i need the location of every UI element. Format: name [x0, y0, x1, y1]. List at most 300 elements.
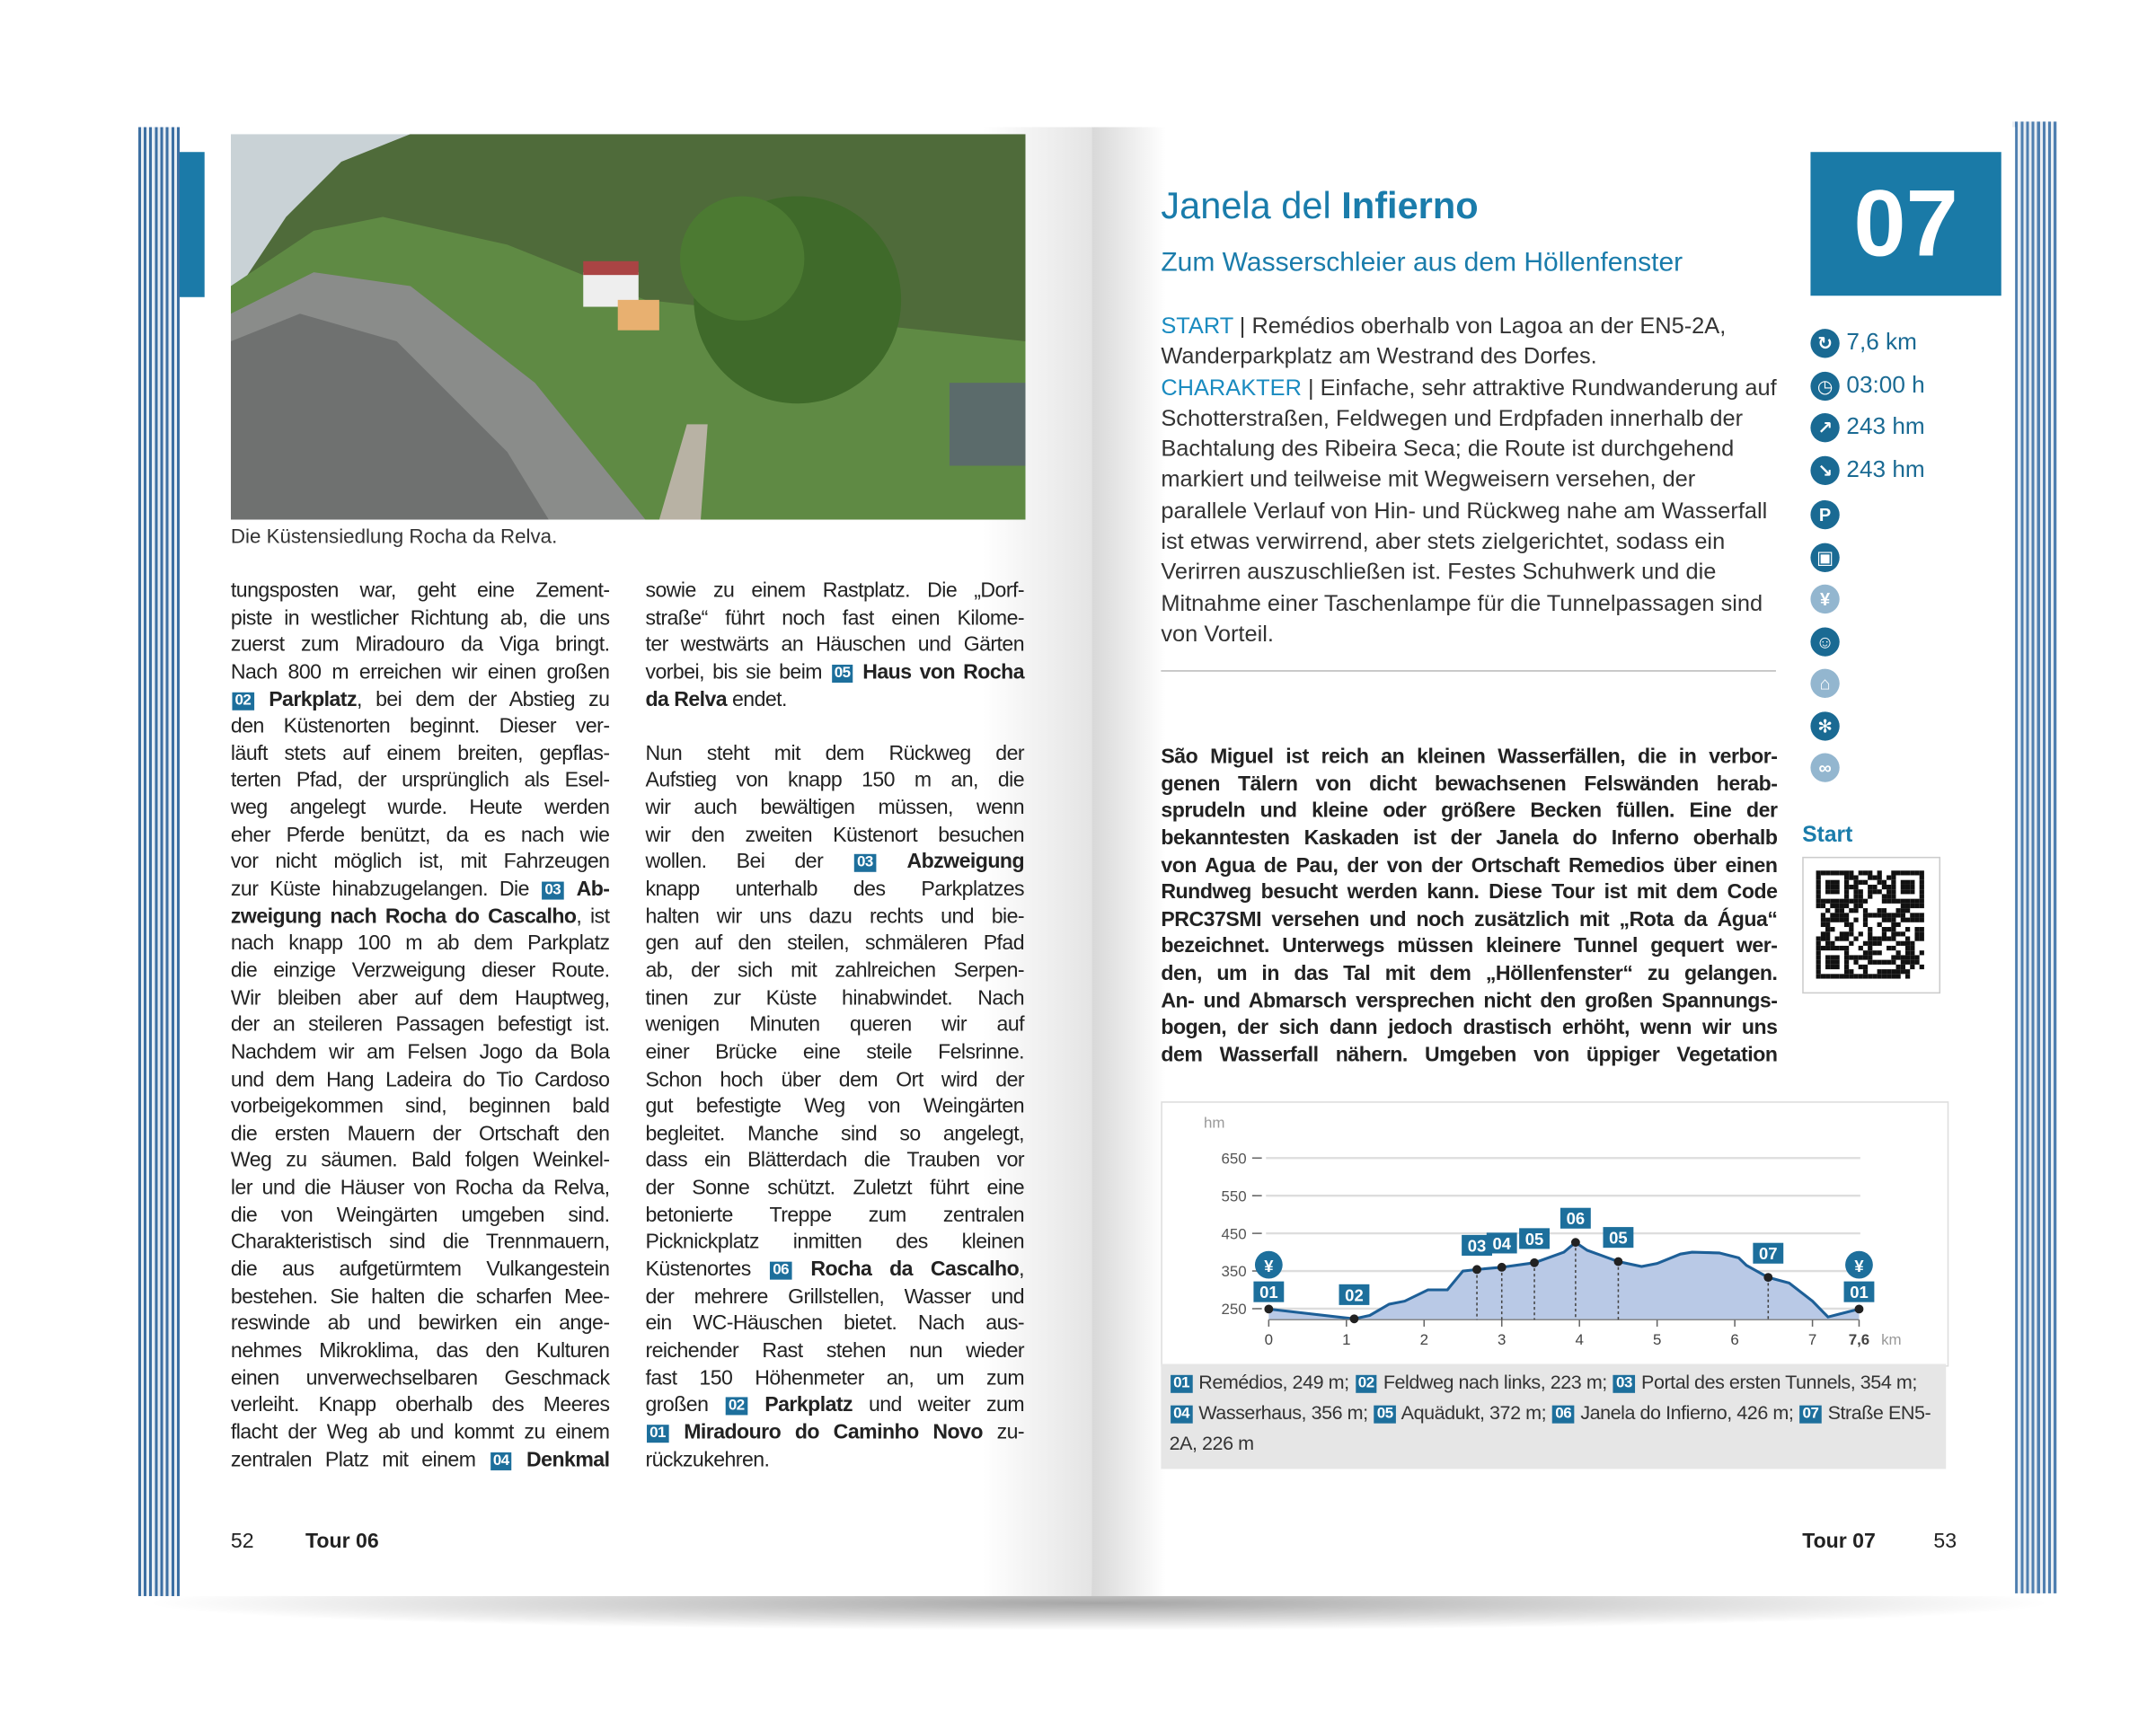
ascent-icon: ↗ [1810, 413, 1839, 442]
qr-module [1891, 870, 1895, 875]
qr-module [1863, 908, 1868, 913]
waypoint-name: Ab- [576, 878, 610, 902]
qr-module [1849, 922, 1853, 927]
qr-module [1896, 908, 1901, 913]
text-line: Nachdem wir am Felsen Jogo da Bola [230, 1040, 610, 1064]
qr-module [1853, 889, 1858, 894]
qr-module [1878, 889, 1882, 894]
x-tick-label: 6 [1730, 1330, 1739, 1348]
qr-module [1816, 875, 1821, 879]
waypoint-badge: 07 [1799, 1406, 1821, 1424]
info-separator: | [1233, 313, 1252, 339]
legend-item: 01 Remédios, 249 m; [1170, 1371, 1355, 1393]
qr-module [1830, 941, 1834, 946]
restaurant-glyph: ¥ [1264, 1256, 1274, 1275]
intro-line: bogen, der sich dann jedoch drastisch erhöht, wenn wir uns [1161, 1016, 1778, 1040]
qr-module [1896, 941, 1901, 946]
qr-module [1844, 885, 1849, 889]
qr-module [1901, 941, 1905, 946]
qr-module [1914, 936, 1919, 940]
qr-module [1905, 927, 1910, 931]
qr-module [1920, 927, 1924, 931]
qr-module [1878, 875, 1882, 879]
text-line: tungsposten war, geht eine Zement- [230, 578, 610, 603]
waypoint-badge: 03 [854, 854, 876, 872]
qr-module [1905, 950, 1910, 955]
qr-module [1863, 913, 1868, 917]
qr-module [1878, 974, 1882, 978]
text-line: tinen zur Küste hinabwindet. Nach [645, 985, 1025, 1010]
x-tick-label: 5 [1652, 1330, 1662, 1348]
stat-3 [1810, 454, 1924, 484]
qr-module [1910, 941, 1914, 946]
qr-module [1853, 904, 1858, 908]
qr-module [1816, 904, 1821, 908]
qr-module [1849, 941, 1853, 946]
qr-module [1853, 899, 1858, 904]
qr-module [1901, 918, 1905, 922]
qr-module [1891, 918, 1895, 922]
qr-module [1920, 899, 1924, 904]
text-line: halten wir uns dazu rechts und bie- [645, 905, 1025, 929]
right-page-edges [2012, 121, 2056, 1593]
waypoint-label: 03 [1467, 1236, 1487, 1256]
x-tick-label: 7 [1807, 1330, 1817, 1348]
stat-value: 7,6 km [1846, 329, 1917, 356]
info-start-text: Remédios oberhalb von Lagoa an der EN5-2A, Wanderparkplatz am Westrand des Dorfes. [1161, 313, 1727, 370]
waypoint-name: zweigung nach Rocha do Cascalho [230, 905, 577, 929]
qr-module [1863, 969, 1868, 974]
qr-module [1863, 918, 1868, 922]
qr-module [1891, 913, 1895, 917]
info-character-label: CHARAKTER [1161, 375, 1302, 401]
qr-module [1830, 899, 1834, 904]
qr-module [1830, 889, 1834, 894]
restaurant-icon: ¥ [1810, 585, 1839, 613]
qr-module [1901, 899, 1905, 904]
elevation-profile-chart [1161, 1101, 1948, 1366]
qr-module [1840, 899, 1844, 904]
text-line: nehmes Mikroklima, das den Kulturen [230, 1338, 610, 1363]
text-line: ter westwärts an Häuschen und Gärten [645, 633, 1025, 657]
text-line: nach knapp 100 m ab dem Parkplatz [230, 931, 610, 956]
qr-module [1816, 974, 1821, 978]
qr-module [1920, 885, 1924, 889]
text-line: läuft stets auf einem breiten, gepflas- [230, 741, 610, 766]
qr-module [1844, 870, 1849, 875]
qr-module [1825, 965, 1830, 969]
qr-module [1920, 936, 1924, 940]
intro-line: genen Tälern von dicht bewachsenen Felswänden herab- [1161, 772, 1778, 796]
qr-module [1830, 965, 1834, 969]
qr-module [1868, 955, 1872, 959]
text-line: einen unverwechselbaren Geschmack [230, 1365, 610, 1390]
intro-line: sprudeln und kleine oder größere Becken füllen. Eine der [1161, 799, 1778, 823]
qr-module [1868, 941, 1872, 946]
text-line: fast 150 Höhenmeter an, um zum [645, 1365, 1025, 1390]
qr-module [1816, 889, 1821, 894]
qr-module [1901, 955, 1905, 959]
qr-module [1882, 974, 1886, 978]
qr-module [1886, 946, 1891, 950]
qr-module [1835, 904, 1840, 908]
qr-module [1896, 870, 1901, 875]
text-line: Nun steht mit dem Rückweg der [645, 741, 1025, 766]
qr-module [1830, 913, 1834, 917]
qr-module [1886, 913, 1891, 917]
qr-module [1825, 955, 1830, 959]
qr-module [1872, 941, 1877, 946]
qr-module [1878, 969, 1882, 974]
qr-module [1840, 936, 1844, 940]
waypoint-marker [1264, 1304, 1273, 1313]
cable-car-icon: ⌂ [1810, 669, 1839, 698]
qr-module [1844, 880, 1849, 885]
qr-module [1878, 922, 1882, 927]
qr-module [1844, 899, 1849, 904]
qr-module [1896, 913, 1901, 917]
waypoint-name: Haus von Rocha [862, 660, 1025, 684]
qr-module [1853, 955, 1858, 959]
qr-module [1859, 904, 1863, 908]
waypoint-marker [1498, 1263, 1507, 1272]
qr-module [1896, 974, 1901, 978]
waypoint-label: 01 [1850, 1283, 1869, 1302]
qr-module [1914, 913, 1919, 917]
qr-module [1905, 870, 1910, 875]
x-tick-label: 0 [1264, 1330, 1274, 1348]
waypoint-marker [1614, 1258, 1623, 1266]
text-line: Küstenortes 06 Rocha da Cascalho, [645, 1258, 1025, 1282]
qr-module [1882, 885, 1886, 889]
qr-module [1891, 922, 1895, 927]
waypoint-badge: 01 [1171, 1375, 1192, 1393]
qr-module [1905, 885, 1910, 889]
qr-module [1849, 931, 1853, 936]
qr-module [1840, 974, 1844, 978]
qr-module [1872, 875, 1877, 879]
qr-module [1882, 969, 1886, 974]
qr-module [1844, 931, 1849, 936]
qr-module [1844, 950, 1849, 955]
qr-module [1825, 927, 1830, 931]
qr-module [1816, 885, 1821, 889]
qr-module [1905, 899, 1910, 904]
qr-module [1863, 899, 1868, 904]
qr-module [1872, 889, 1877, 894]
qr-module [1840, 908, 1844, 913]
qr-module [1891, 875, 1895, 879]
qr-module [1901, 913, 1905, 917]
intro-line: PRC37SMI versehen und noch zusätzlich mit „Rota da Água“ [1161, 907, 1778, 931]
qr-module [1835, 908, 1840, 913]
qr-module [1853, 908, 1858, 913]
waypoint-name: Rocha da Cascalho [810, 1258, 1020, 1282]
qr-module [1816, 899, 1821, 904]
stat-2 [1810, 411, 1924, 442]
qr-module [1821, 870, 1825, 875]
feature-icon-slot [1810, 625, 1846, 656]
page-number-left: 52 [230, 1530, 254, 1554]
y-tick-label: 250 [1221, 1301, 1247, 1319]
qr-module [1905, 908, 1910, 913]
qr-module [1878, 941, 1882, 946]
qr-module [1849, 875, 1853, 879]
qr-module [1910, 904, 1914, 908]
text-line: rückzukehren. [645, 1447, 770, 1471]
intro-line: dem Wasserfall nähern. Umgeben von üppiger Vegetation [1161, 1043, 1778, 1067]
x-tick-label: 4 [1575, 1330, 1584, 1348]
qr-module [1840, 904, 1844, 908]
paragraph-gap [645, 713, 1024, 740]
qr-module [1882, 913, 1886, 917]
qr-module [1844, 889, 1849, 894]
waypoint-name: da Relva [645, 687, 728, 711]
feature-icon-slot [1810, 710, 1846, 740]
qr-module [1825, 899, 1830, 904]
qr-module [1821, 931, 1825, 936]
qr-module [1872, 950, 1877, 955]
qr-module [1830, 974, 1834, 978]
text-line: wenigen Minuten queren wir auf [645, 1013, 1025, 1037]
text-line: piste in westlicher Richtung ab, die uns [230, 605, 610, 631]
qr-module [1882, 931, 1886, 936]
stat-value: 243 hm [1846, 413, 1925, 440]
qr-module [1816, 946, 1821, 950]
qr-module [1840, 870, 1844, 875]
qr-module [1896, 969, 1901, 974]
qr-module [1914, 870, 1919, 875]
qr-module [1905, 880, 1910, 885]
x-tick-label: 3 [1498, 1330, 1507, 1348]
qr-module [1878, 950, 1882, 955]
intro-line: An- und Abmarsch versprechen nicht den großen Spannungs- [1161, 989, 1778, 1013]
qr-module [1878, 870, 1882, 875]
qr-module [1896, 955, 1901, 959]
qr-module [1863, 880, 1868, 885]
qr-module [1878, 880, 1882, 885]
qr-module [1868, 885, 1872, 889]
qr-module [1910, 965, 1914, 969]
x-tick-label: 2 [1419, 1330, 1428, 1348]
intro-line: von Agua de Pau, der von der Ortschaft Remedios über einen [1161, 853, 1778, 878]
qr-module [1886, 894, 1891, 898]
qr-module [1872, 936, 1877, 940]
qr-module [1868, 960, 1872, 965]
qr-module [1886, 889, 1891, 894]
waypoint-name: Miradouro do Caminho Novo [684, 1420, 983, 1444]
text-line: der Sonne schützt. Zuletzt führt eine [645, 1176, 1025, 1200]
intro-line: den, um in das Tal mit dem „Höllenfenster“ zu gelangen. [1161, 961, 1778, 986]
qr-module [1859, 880, 1863, 885]
qr-module [1914, 927, 1919, 931]
qr-module [1901, 880, 1905, 885]
qr-module [1844, 904, 1849, 908]
qr-module [1825, 880, 1830, 885]
waypoint-label: 04 [1492, 1233, 1511, 1253]
waypoint-badge: 03 [1613, 1375, 1635, 1393]
waypoint-badge: 02 [1356, 1375, 1377, 1393]
text-line: ab, der sich mit zahlreichen Serpen- [645, 958, 1025, 983]
qr-module [1868, 950, 1872, 955]
title-part-2: Infierno [1341, 185, 1479, 227]
qr-module [1878, 960, 1882, 965]
qr-module [1816, 960, 1821, 965]
text-line: gen auf den steilen, schmäleren Pfad [645, 931, 1025, 956]
text-line: da Relva endet. [645, 687, 787, 711]
feature-icon-slot [1810, 541, 1846, 571]
qr-module [1816, 894, 1821, 898]
qr-module [1872, 913, 1877, 917]
qr-module [1816, 955, 1821, 959]
qr-module [1920, 913, 1924, 917]
qr-module [1835, 913, 1840, 917]
waypoint-label: 02 [1345, 1285, 1364, 1305]
qr-module [1920, 904, 1924, 908]
qr-module [1868, 913, 1872, 917]
qr-module [1825, 908, 1830, 913]
qr-module [1863, 955, 1868, 959]
qr-module [1882, 899, 1886, 904]
qr-module [1901, 870, 1905, 875]
waypoint-label: 05 [1609, 1228, 1628, 1248]
x-axis-label: km [1881, 1330, 1902, 1348]
qr-module [1891, 894, 1895, 898]
waypoint-name: Parkplatz [269, 687, 357, 711]
qr-module [1901, 904, 1905, 908]
text-line: reswinde ab und bewirken ein ange- [230, 1311, 610, 1336]
tour-title [1161, 185, 1478, 228]
qr-module [1886, 875, 1891, 879]
qr-module [1901, 889, 1905, 894]
qr-module [1882, 908, 1886, 913]
qr-module [1920, 880, 1924, 885]
qr-module [1878, 936, 1882, 940]
qr-module [1905, 960, 1910, 965]
text-line: gut befestigte Weg von Weingärten [645, 1094, 1025, 1118]
qr-module [1853, 936, 1858, 940]
tour-number-box: 07 [1810, 152, 2001, 296]
qr-module [1849, 899, 1853, 904]
text-line: Wir bleiben aber auf dem Hauptweg, [230, 985, 610, 1010]
waypoint-marker [1350, 1314, 1359, 1323]
stat-value: 03:00 h [1846, 371, 1925, 398]
qr-module [1891, 946, 1895, 950]
text-line: Nach 800 m erreichen wir einen großen [230, 660, 610, 684]
qr-module [1853, 880, 1858, 885]
qr-module [1910, 913, 1914, 917]
waypoint-marker [1855, 1304, 1864, 1313]
stat-1 [1810, 370, 1924, 401]
text-line: der mehrere Grillstellen, Wasser und [645, 1284, 1025, 1309]
waypoint-badge: 04 [1171, 1406, 1192, 1424]
qr-module [1830, 960, 1834, 965]
qr-module [1891, 927, 1895, 931]
qr-module [1920, 931, 1924, 936]
waypoint-legend [1161, 1363, 1946, 1469]
qr-module [1849, 870, 1853, 875]
text-line: vor nicht möglich ist, mit Fahrzeugen [230, 850, 610, 874]
qr-module [1905, 941, 1910, 946]
qr-module [1910, 950, 1914, 955]
qr-module [1835, 946, 1840, 950]
qr-module [1844, 918, 1849, 922]
qr-module [1882, 894, 1886, 898]
text-line: flacht der Weg ab und kommt zu einem [230, 1420, 610, 1444]
waypoint-label: 01 [1259, 1283, 1278, 1302]
qr-module [1853, 894, 1858, 898]
text-line: einer Brücke eine steile Felsrinne. [645, 1040, 1025, 1064]
qr-module [1886, 936, 1891, 940]
waypoint-badge: 04 [490, 1452, 512, 1469]
text-line: betonierte Treppe zum zentralen [645, 1203, 1025, 1227]
qr-module [1920, 889, 1924, 894]
waypoint-marker [1530, 1258, 1539, 1267]
waypoint-label: 06 [1566, 1209, 1586, 1229]
waypoint-badge: 06 [1552, 1406, 1574, 1424]
qr-module [1825, 974, 1830, 978]
running-head-left: Tour 06 [305, 1530, 379, 1554]
qr-module [1844, 974, 1849, 978]
qr-module [1835, 960, 1840, 965]
intro-text [1161, 744, 1777, 1070]
stat-value: 243 hm [1846, 454, 1925, 482]
divider [1161, 670, 1776, 672]
qr-module [1901, 960, 1905, 965]
qr-module [1886, 974, 1891, 978]
qr-module [1825, 946, 1830, 950]
qr-module [1914, 899, 1919, 904]
qr-module [1849, 969, 1853, 974]
qr-module [1816, 941, 1821, 946]
qr-module [1868, 974, 1872, 978]
qr-module [1853, 875, 1858, 879]
coastal-village-photo [231, 134, 1026, 519]
legend-item: 04 Wasserhaus, 356 m; [1170, 1401, 1374, 1424]
text-line: zur Küste hinabzugelangen. Die 03 Ab- [230, 878, 610, 902]
qr-module [1849, 955, 1853, 959]
qr-module [1844, 946, 1849, 950]
qr-module [1844, 965, 1849, 969]
qr-module [1868, 927, 1872, 931]
qr-module [1868, 894, 1872, 898]
qr-module [1825, 870, 1830, 875]
info-start-label: START [1161, 313, 1233, 339]
qr-code[interactable] [1802, 857, 1940, 993]
qr-module [1891, 974, 1895, 978]
info-start [1161, 311, 1782, 373]
qr-module [1835, 885, 1840, 889]
qr-module [1910, 880, 1914, 885]
waypoint-marker [1571, 1238, 1580, 1247]
qr-module [1821, 946, 1825, 950]
waypoint-label: 07 [1759, 1244, 1778, 1264]
text-line: weg angelegt wurde. Heute werden [230, 796, 610, 820]
qr-module [1863, 941, 1868, 946]
feature-icon-slot [1810, 499, 1846, 529]
qr-module [1896, 965, 1901, 969]
qr-module [1859, 946, 1863, 950]
qr-module [1920, 918, 1924, 922]
text-line: eher Pferde benützt, da es nach wie [230, 823, 610, 847]
qr-module [1830, 955, 1834, 959]
text-line: verleiht. Knapp oberhalb des Meeres [230, 1393, 610, 1417]
waypoint-badge: 05 [832, 665, 853, 683]
qr-module [1821, 899, 1825, 904]
qr-module [1859, 894, 1863, 898]
qr-module [1835, 918, 1840, 922]
qr-module [1844, 894, 1849, 898]
